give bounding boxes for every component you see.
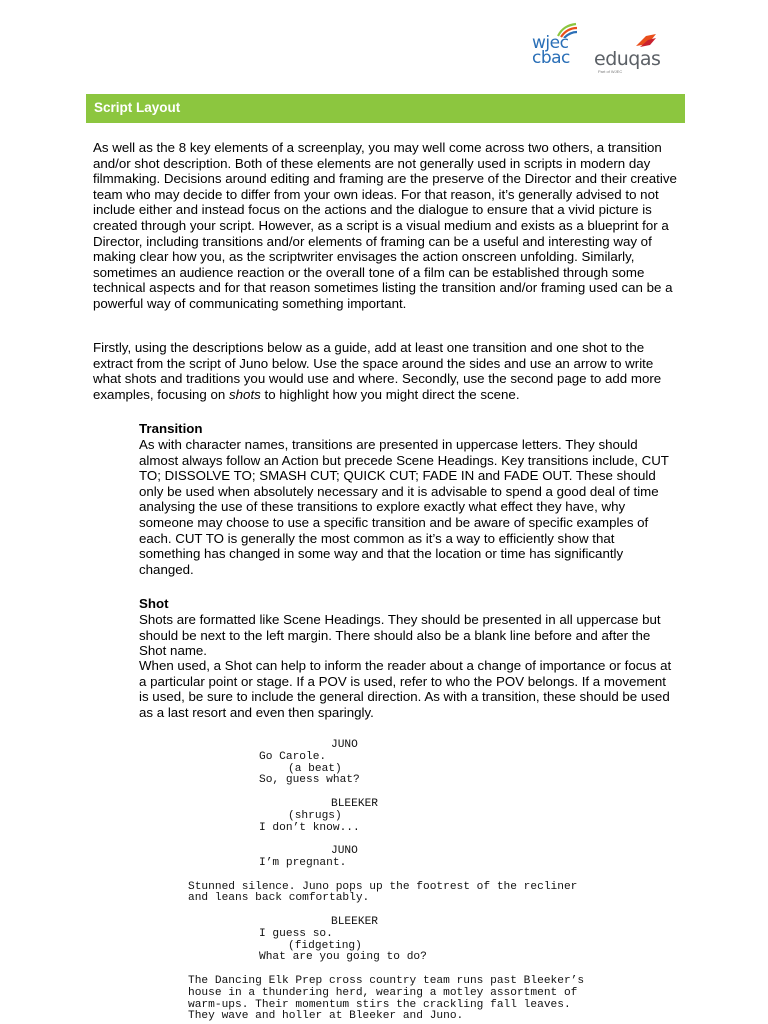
shot-body-2: When used, a Shot can help to inform the reader about a change of importance or focus at a particular point or stage. If a POV is used, refer to who the POV belongs. If a movement is used, be sure to include the general direction. As with a transition, these should be used as a last resort and even then sparingly.	[139, 658, 672, 720]
cbac-text: cbac	[532, 48, 570, 68]
script-line-act: They wave and holler at Bleeker and Juno.	[188, 1010, 464, 1023]
eduqas-logo: eduqas	[594, 48, 661, 70]
script-line-dlg: So, guess what?	[259, 774, 360, 787]
wjec-logo	[532, 33, 570, 68]
section-banner	[86, 94, 685, 123]
section-title: Script Layout	[94, 100, 181, 115]
script-line-act: warm-ups. Their momentum stirs the crackling fall leaves.	[188, 998, 571, 1011]
script-line-gap	[188, 870, 608, 882]
script-line-act: The Dancing Elk Prep cross country team runs past Bleeker’s	[188, 974, 585, 987]
script-line-dlg: What are you going to do?	[259, 951, 427, 964]
script-line-dlg: I’m pregnant.	[259, 856, 347, 869]
intro-p2-text-end: to highlight how you might direct the scene.	[260, 386, 520, 402]
script-line-char: JUNO	[331, 739, 358, 751]
intro-p2-emphasis: shots	[229, 386, 261, 402]
intro-paragraph-2	[93, 340, 683, 402]
eduqas-subtitle: Part of WJEC	[598, 69, 623, 74]
script-line-gap	[188, 834, 608, 846]
script-line-dlg: I don’t know...	[259, 821, 360, 834]
transition-heading: Transition	[139, 421, 203, 436]
transition-body: As with character names, transitions are presented in uppercase letters. They should almost always follow an Action but precede Scene Headings. Key transitions include, CUT TO; DISSOLVE TO; SMASH CUT; QUICK CUT; FADE IN and FADE OUT. These should only be used when absolutely necessary and it is advisable to spend a good deal of time analysing the use of these transitions to explore exactly what effect they have, why someone may choose to use a specific transition and be aware of specific examples of each. CUT TO is generally the most common as it’s a way to efficiently show that something has changed in some way and that the location or time has significantly changed.	[139, 437, 669, 577]
script-line-dlg: Go Carole.	[259, 750, 327, 763]
wjec-text: wjec	[532, 33, 569, 53]
script-line-act: and leans back comfortably.	[188, 892, 370, 905]
intro-p2-text: Firstly, using the descriptions below as a guide, add at least one transition and one shot to the extract from the script of Juno below. Use the space around the sides and use an arrow to write what shots and traditions you would use and where. Secondly, use the second page to add more examples, focusing on	[93, 340, 662, 402]
script-line-paren: (a beat)	[288, 762, 342, 775]
script-extract	[188, 740, 608, 1023]
script-line-char: BLEEKER	[331, 797, 378, 810]
script-line-gap	[188, 787, 608, 799]
script-line-gap	[188, 905, 608, 917]
script-line-char: BLEEKER	[331, 915, 378, 928]
shot-heading: Shot	[139, 596, 169, 611]
script-line-dlg: I guess so.	[259, 927, 333, 940]
script-line-paren: (shrugs)	[288, 809, 342, 822]
script-line-act: house in a thundering herd, wearing a motley assortment of	[188, 986, 578, 999]
shot-body-1: Shots are formatted like Scene Headings. They should be presented in all uppercase but should be next to the left margin. There should also be a blank line before and after the Shot name.	[139, 612, 661, 659]
script-line-act: Stunned silence. Juno pops up the footrest of the recliner	[188, 880, 578, 893]
intro-paragraph-1: As well as the 8 key elements of a screenplay, you may well come across two others, a transition and/or shot description. Both of these elements are not generally used in scripts in modern day filmmaking. Decisions around editing and framing are the preserve of the Director and their creative team who may decide to differ from your own ideas. For that reason, it’s generally advised to not include either and instead focus on the actions and the dialogue to ensure that a vivid picture is created through your script. However, as a script is a visual medium and exists as a blueprint for a Director, including transitions and/or elements of framing can be a useful and interesting way of making clear how you, as the scriptwriter envisages the action onscreen unfolding. Similarly, sometimes an audience reaction or the overall tone of a film can be established through some technical aspects and for that reason sometimes listing the transition and/or framing used can be a powerful way of communicating something important.	[93, 140, 677, 311]
header-logos	[532, 22, 682, 74]
eduqas-swoosh-icon	[634, 32, 658, 48]
script-line-char: JUNO	[331, 845, 358, 858]
script-line-paren: (fidgeting)	[288, 939, 362, 952]
